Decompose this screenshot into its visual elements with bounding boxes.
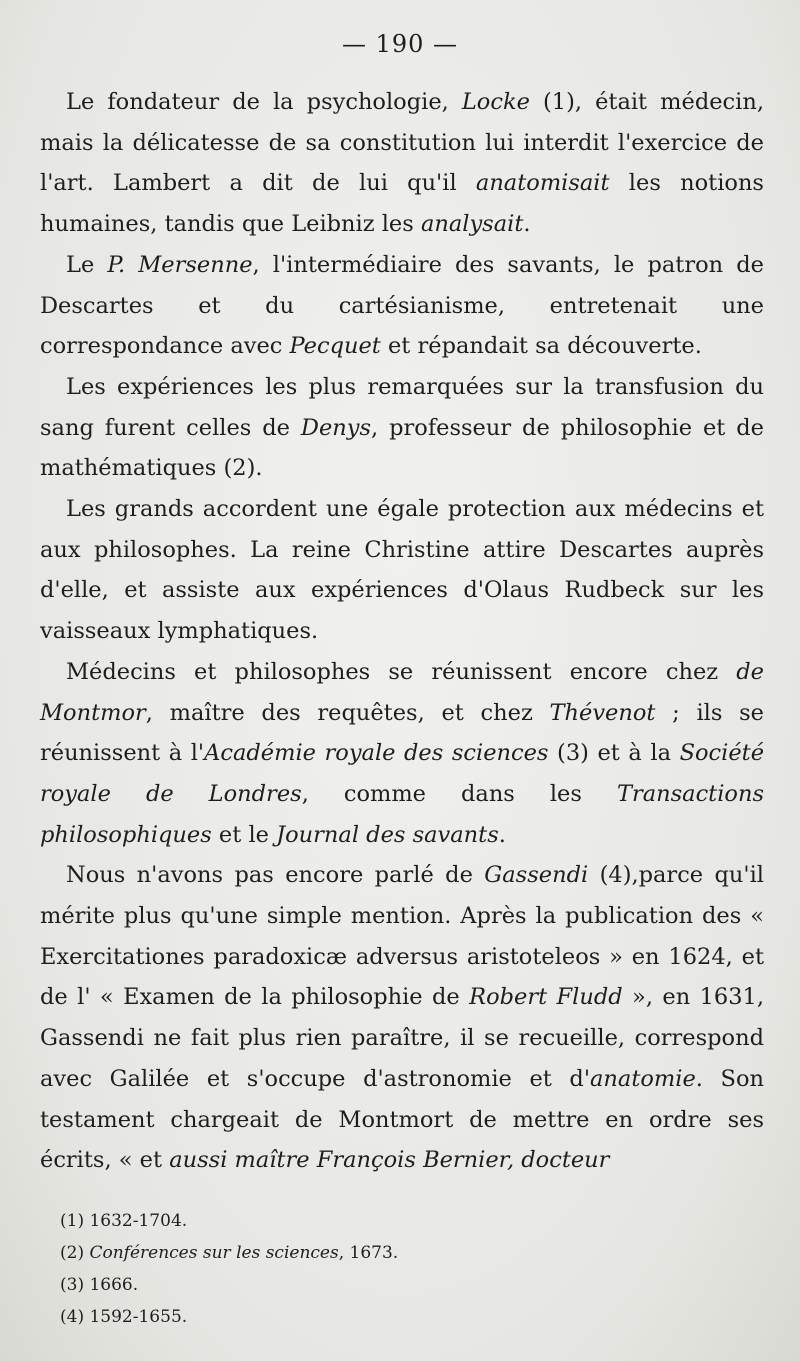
paragraph-5: Médecins et philosophes se réunissent encore chez de Montmor, maître des requêtes, et chez Thévenot ; ils se réunissent à l'Académie royale des sciences (3) et à la Société royale de Londres, comme dans les Transactions philosophiques et le Journal des savants. [40,658,765,848]
paragraph-2: Le P. Mersenne, l'intermédiaire des savants, le patron de Descartes et du cartésianisme, entretenait une correspondance avec Pecquet et répandait sa découverte. [40,251,764,360]
body-text [40,82,764,1181]
paragraph-4: Les grands accordent une égale protection aux médecins et aux philosophes. La reine Christine attire Descartes auprès d'elle, et assiste aux expériences d'Olaus Rudbeck sur les vaisseaux lymphatiques. [40,496,764,645]
paragraph-6: Nous n'avons pas encore parlé de Gassendi (4),parce qu'il mérite plus qu'une simple mention. Après la publication des « Exercitationes paradoxicæ adversus aristoteleos » en 1624, et de l' « Examen de la philosophie de Robert Fludd », en 1631, Gassendi ne fait plus rien paraître, il se recueille, correspond avec Galilée et s'occupe d'astronomie et d'anatomie. Son testament chargeait de Montmort de mettre en ordre ses écrits, « et aussi maître François Bernier, docteur [40,862,764,1174]
page-number: — 190 — [341,30,459,58]
footnotes [60,1205,760,1333]
footnote-1: (1) 1632-1704. [60,1211,188,1231]
footnote-3: (3) 1666. [60,1275,139,1295]
footnote-2: (2) Conférences sur les sciences, 1673. [60,1243,399,1263]
paragraph-3: Les expériences les plus remarquées sur la transfusion du sang furent celles de Denys, professeur de philosophie et de mathématiques (2). [40,373,764,482]
footnote-4: (4) 1592-1655. [60,1307,188,1327]
paragraph-1: Le fondateur de la psychologie, Locke (1), était médecin, mais la délicatesse de sa constitution lui interdit l'exercice de l'art. Lambert a dit de lui qu'il anatomisait les notions humaines, tandis que Leibniz les analysait. [40,89,764,238]
